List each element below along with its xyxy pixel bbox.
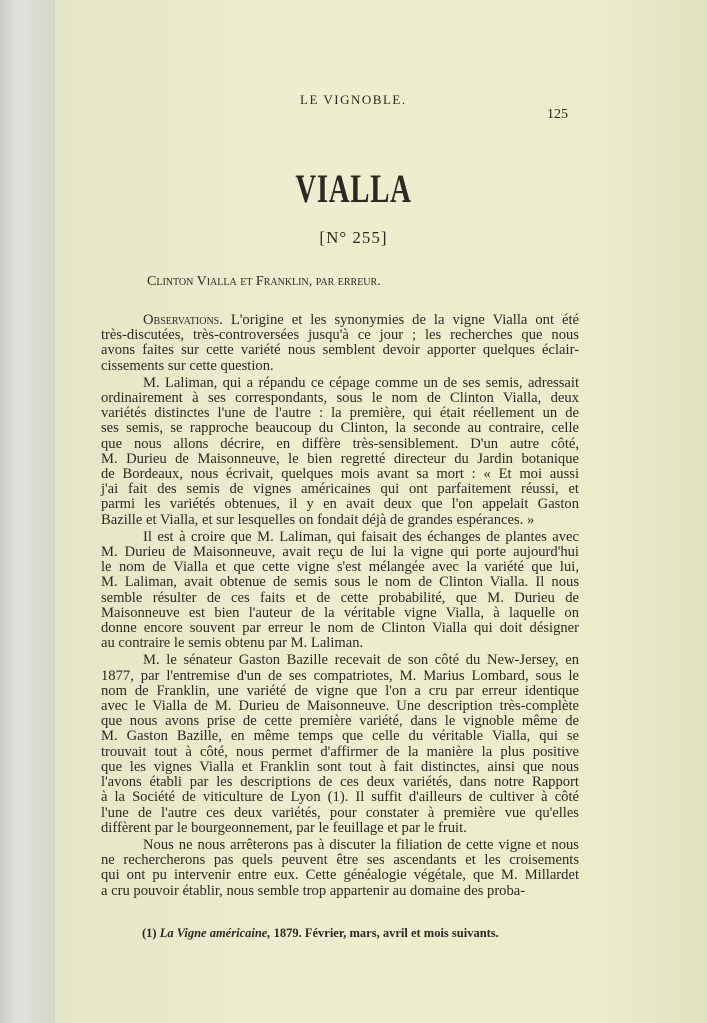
running-title: LE VIGNOBLE. <box>300 92 407 107</box>
paragraph-lead: Observations. <box>143 312 223 328</box>
text-line: M. Durieu de Maisonneuve, avait reçu de lui la vigne qui porte aujourd'hui <box>101 544 579 561</box>
footnote <box>142 926 499 941</box>
text-line: 1877, par l'entremise d'un de ses compatriotes, M. Marius Lombard, sous le <box>101 667 579 684</box>
entry-title: VIALLA <box>295 166 412 211</box>
text-line: diffèrent par le bourgeonnement, par le feuillage et par le fruit. <box>101 819 467 836</box>
text-line: ses semis, se rapproche beaucoup du Clinton, la seconde au contraire, celle <box>101 420 579 437</box>
text-line: le nom de Vialla et que cette vigne s'est mélangée avec la variété que lui, <box>101 559 579 576</box>
paragraph <box>101 653 579 835</box>
text-line: au contraire le semis obtenu par M. Laliman. <box>101 635 364 652</box>
text-line: Bazille et Vialla, et sur lesquelles on fondait déjà de grandes espérances. » <box>101 511 535 528</box>
text-line: a cru pouvoir établir, nous semble trop appartenir au domaine des proba- <box>101 882 526 899</box>
text-line: trouvait tout à côté, nous permet d'affirmer de la manière la plus positive <box>101 743 579 760</box>
text-line: M. Gaston Bazille, en même temps que celle du véritable Vialla, qui se <box>101 728 579 745</box>
text-line: parmi les variétés obtenues, il y en avait deux que l'on appelait Gaston <box>101 496 579 513</box>
footnote-text: 1879. Février, mars, avril et mois suivants. <box>270 926 499 940</box>
paragraph <box>101 313 579 374</box>
text-line: l'avons établi par les descriptions de ces deux variétés, dans notre Rapport <box>101 774 579 791</box>
text-line: avec le Vialla de M. Durieu de Maisonneuve. Une description très-complète <box>101 698 579 715</box>
page-number: 125 <box>547 107 568 122</box>
text-line: que les vignes Vialla et Franklin sont tout à fait distinctes, ainsi que nous <box>101 758 579 775</box>
text-line: l'une de l'autre ces deux variétés, pour constater à première vue qu'elles <box>101 804 579 821</box>
text-line: que nous allons décrire, en diffère très-sensiblement. D'un autre côté, <box>101 435 579 452</box>
text-line: avons faites sur cette variété nous semblent devoir apporter quelques éclair- <box>101 342 579 359</box>
book-edge <box>0 0 58 1023</box>
paragraph <box>101 376 579 528</box>
entry-synonyms: Clinton Vialla et Franklin, par erreur. <box>147 274 381 289</box>
text-line: donne encore souvent par erreur le nom de Clinton Vialla qui doit désigner <box>101 620 579 637</box>
text-line: de Bordeaux, nous écrivait, quelques mois avant sa mort : « Et moi aussi <box>101 466 579 483</box>
text-line: M. le sénateur Gaston Bazille recevait de son côté du New-Jersey, en <box>143 652 579 669</box>
text-line: Nous ne nous arrêterons pas à discuter la filiation de cette vigne et nous <box>143 836 579 853</box>
text-line: Il est à croire que M. Laliman, qui faisait des échanges de plantes avec <box>143 528 579 545</box>
text-line: Maisonneuve est bien l'auteur de la véritable vigne Vialla, à laquelle on <box>101 604 579 621</box>
text-line: semble résulter de ces faits et de cette probabilité, que M. Durieu de <box>101 589 579 606</box>
text-line: que nous avons prise de cette première variété, dans le vignoble même de <box>101 713 579 730</box>
text-line <box>101 313 579 328</box>
text-line: cissements sur cette question. <box>101 357 274 374</box>
paragraph <box>101 838 579 899</box>
entry-number: [N° 255] <box>319 228 388 247</box>
text-line: M. Laliman, qui a répandu ce cépage comme un de ses semis, adressait <box>143 374 579 391</box>
text-line: M. Durieu de Maisonneuve, le bien regretté directeur du Jardin botanique <box>101 450 579 467</box>
text-line: à la Société de viticulture de Lyon (1). Il suffit d'ailleurs de cultiver à côté <box>101 789 579 806</box>
footnote-marker: (1) <box>142 926 157 940</box>
body-text <box>101 313 579 901</box>
text-line: qui ont pu intervenir entre eux. Cette généalogie végétale, que M. Millardet <box>101 867 579 884</box>
text-line: nom de Franklin, une variété de vigne que l'on a cru par erreur identique <box>101 682 579 699</box>
paragraph <box>101 530 579 652</box>
text-line: j'ai fait des semis de vignes américaines qui ont parfaitement réussi, et <box>101 481 579 498</box>
text-line: ne rechercherons pas quels peuvent être ses ascendants et les croisements <box>101 852 579 869</box>
text-line: M. Laliman, avait obtenue de semis sous le nom de Clinton Vialla. Il nous <box>101 574 579 591</box>
footnote-source: La Vigne américaine, <box>159 926 271 940</box>
text-line: variétés distinctes l'une de l'autre : la première, qui était réellement un de <box>101 405 579 422</box>
text-line: très-discutées, très-controversées jusqu'à ce jour ; les recherches que nous <box>101 327 579 344</box>
line-text: L'origine et les synonymies de la vigne Vialla ont été <box>222 312 579 328</box>
text-line: ordinairement à ses correspondants, sous le nom de Clinton Vialla, deux <box>101 390 579 407</box>
